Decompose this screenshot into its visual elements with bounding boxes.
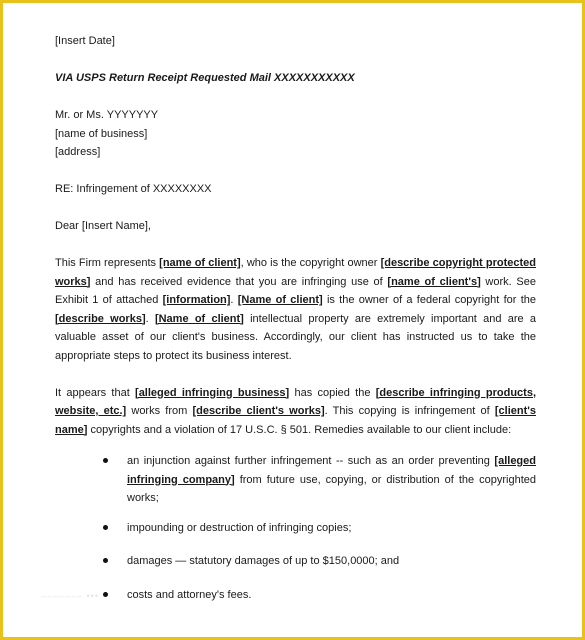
placeholder-field: [describe client's works]	[192, 405, 325, 417]
body-text: damages — statutory damages of up to $150,0000; and	[127, 555, 400, 567]
body-text: impounding or destruction of infringing copies;	[127, 521, 352, 534]
body-text: .	[230, 294, 238, 306]
spacer	[55, 88, 536, 107]
letter-page	[55, 32, 536, 615]
placeholder-field: [describe works]	[55, 312, 146, 325]
placeholder-field: [name of client's]	[387, 275, 481, 288]
spacer	[55, 365, 536, 384]
placeholder-field: [client's name]	[55, 405, 536, 436]
delivery-line: VIA USPS Return Receipt Requested Mail XXXXXXXXXXX	[55, 72, 355, 84]
recipient-address: [address]	[55, 146, 101, 158]
placeholder-field: [describe infringing products, website, etc.]	[55, 386, 537, 417]
body-text: This Firm represents	[55, 257, 160, 269]
recipient-business: [name of business]	[55, 127, 148, 140]
placeholder-field: [Name of client]	[237, 294, 323, 306]
placeholder-field: [information]	[162, 294, 231, 306]
body-text: intellectual property are extremely important and are a valuable asset of our client's business. Accordingly, our client has instructed us to take the appropriate steps to protect its business interest.	[55, 312, 536, 362]
body-text: an injunction against further infringement -- such as an order preventing	[127, 455, 495, 467]
remedy-item	[55, 452, 536, 508]
placeholder-field: [name of client]	[159, 257, 241, 269]
body-text: .	[145, 312, 155, 325]
body-text: work. See Exhibit 1 of attached	[55, 275, 536, 306]
body-text: It appears that	[55, 386, 136, 399]
bullet-icon	[103, 558, 108, 563]
remedy-item	[55, 586, 536, 605]
body-text: copyrights and a violation of 17 U.S.C. § 501. Remedies available to our client include:	[87, 423, 512, 436]
spacer	[55, 162, 536, 181]
bullet-icon	[103, 525, 108, 530]
remedy-text	[127, 455, 536, 504]
body-text: costs and attorney's fees.	[127, 588, 252, 601]
remedy-text	[127, 589, 251, 601]
remedies-list	[55, 452, 536, 604]
watermark-logo: ––––––– •••	[41, 591, 99, 601]
body-text: works from	[126, 405, 193, 417]
bullet-icon	[103, 592, 108, 597]
body-text: is the owner of a federal copyright for the	[322, 294, 536, 306]
letter-date: [Insert Date]	[55, 35, 115, 47]
remedy-text	[127, 522, 351, 534]
body-text: from future use, copying, or distribution of the copyrighted works;	[127, 473, 536, 504]
salutation: Dear [Insert Name],	[55, 220, 151, 232]
placeholder-field: [alleged infringing company]	[127, 455, 536, 486]
body-text: and has received evidence that you are infringing use of	[90, 275, 388, 288]
spacer	[55, 236, 536, 255]
paragraph-representation	[55, 254, 536, 365]
placeholder-field: [alleged infringing business]	[135, 386, 290, 399]
spacer	[55, 199, 536, 218]
spacer	[55, 51, 536, 70]
body-text: , who is the copyright owner	[240, 257, 381, 269]
placeholder-field: [Name of client]	[154, 312, 244, 325]
subject-line: RE: Infringement of XXXXXXXX	[55, 183, 212, 195]
bullet-icon	[103, 458, 108, 463]
placeholder-field: [describe copyright protected works]	[55, 257, 536, 288]
remedy-item	[55, 552, 536, 571]
remedy-item	[55, 519, 536, 538]
paragraph-infringement	[55, 384, 536, 440]
recipient-name: Mr. or Ms. YYYYYYY	[55, 109, 159, 121]
body-text: has copied the	[289, 386, 376, 399]
body-text: . This copying is infringement of	[324, 405, 495, 417]
remedy-text	[127, 555, 399, 567]
